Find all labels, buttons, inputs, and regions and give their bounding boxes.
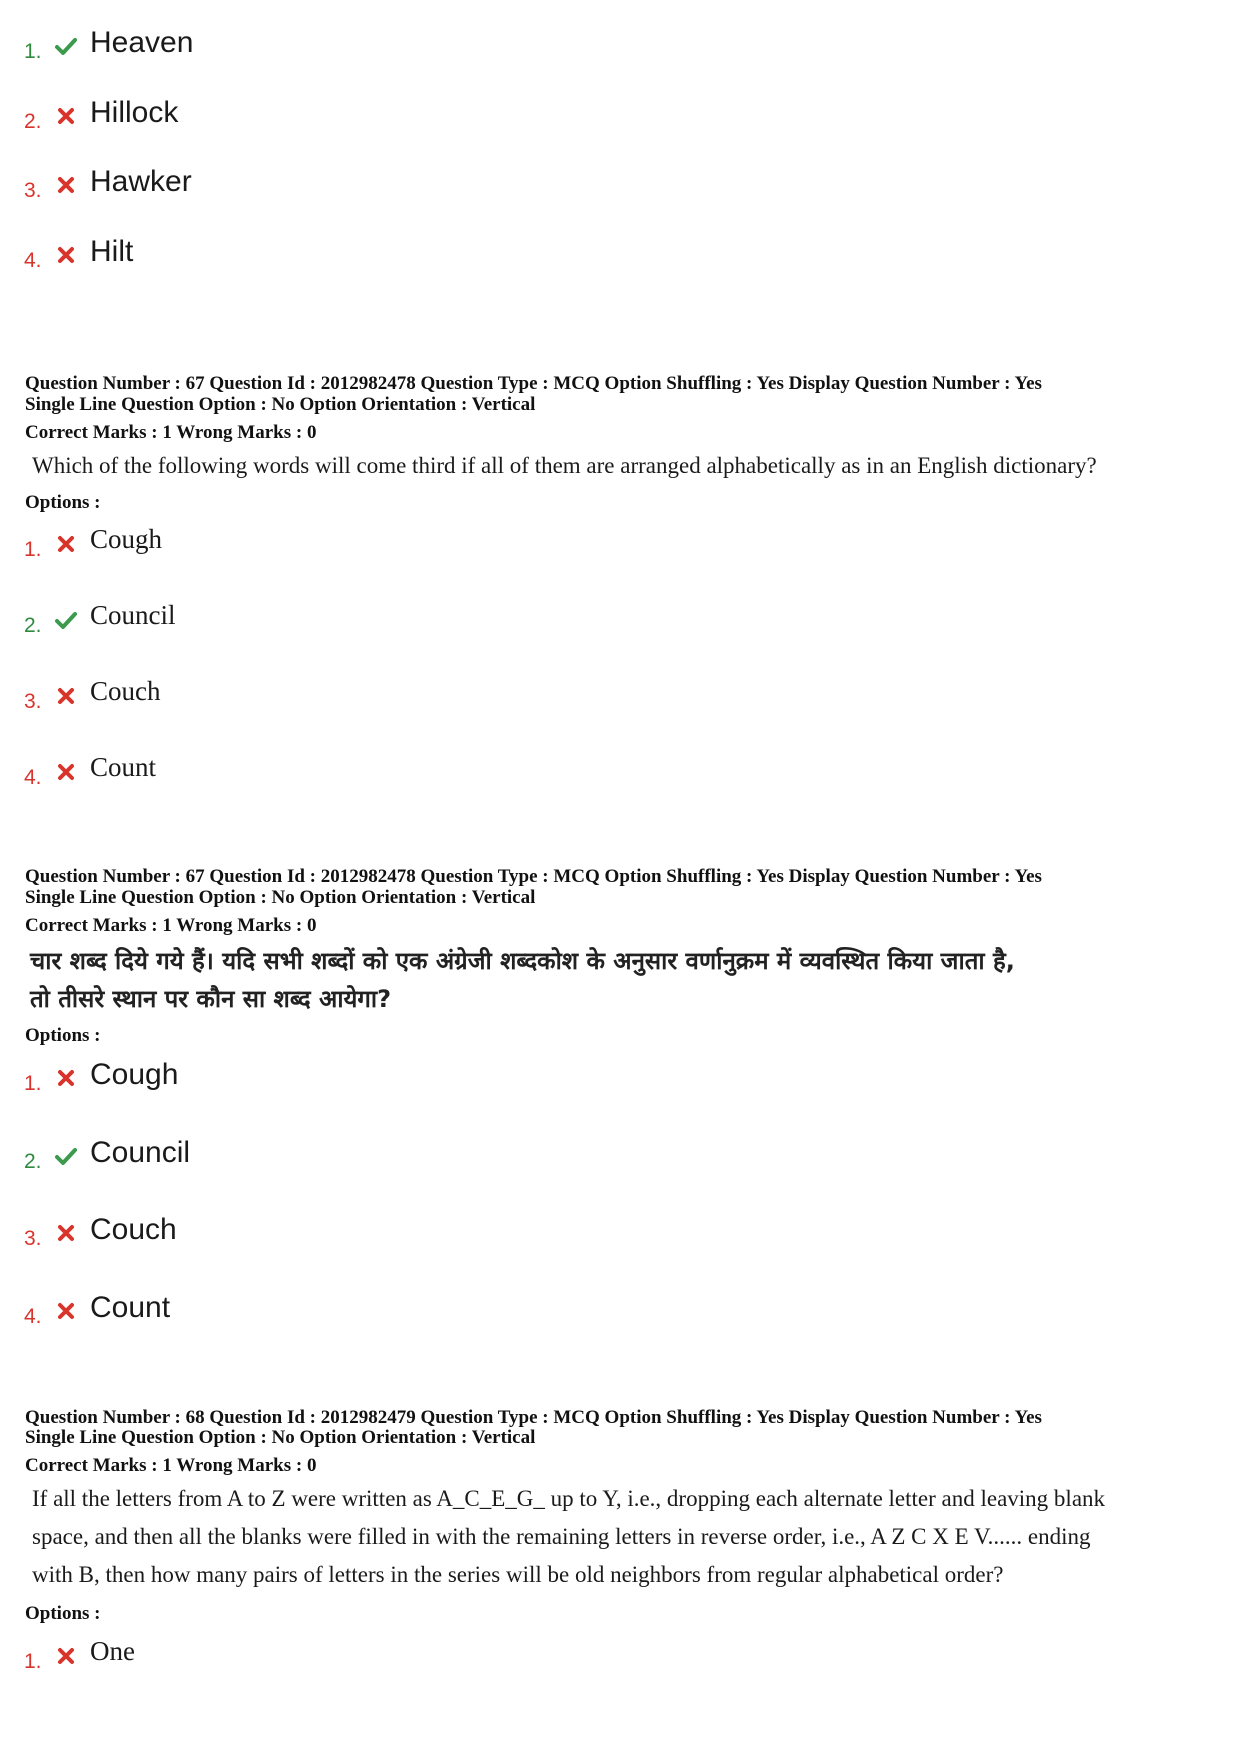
options-label: Options : bbox=[25, 1025, 101, 1046]
question-text-hindi-line2: तो तीसरे स्थान पर कौन सा शब्द आयेगा? bbox=[30, 985, 392, 1013]
option-text: Hilt bbox=[90, 235, 134, 268]
question-text: Which of the following words will come third if all of them are arranged alphabetically as in an English dictionary? bbox=[32, 453, 1097, 478]
option-text: Couch bbox=[90, 1213, 177, 1246]
option-text: Cough bbox=[90, 1058, 179, 1091]
question-meta-line2: Single Line Question Option : No Option Orientation : Vertical bbox=[25, 887, 536, 908]
cross-icon bbox=[54, 173, 78, 197]
options-label: Options : bbox=[25, 1603, 101, 1624]
option-text: Cough bbox=[90, 524, 163, 554]
option-number: 4. bbox=[24, 249, 42, 272]
options-label: Options : bbox=[25, 492, 101, 513]
option-text: Council bbox=[90, 600, 176, 630]
option-number: 2. bbox=[24, 110, 42, 133]
option-number: 3. bbox=[24, 179, 42, 202]
question-text-line2: space, and then all the blanks were filled in with the remaining letters in reverse order, i.e., A Z C X E V...... ending bbox=[32, 1524, 1091, 1549]
question-text-hindi-line1: चार शब्द दिये गये हैं। यदि सभी शब्दों को एक अंग्रेजी शब्दकोश के अनुसार वर्णानुक्रम में व्यवस्थित किया जाता है, bbox=[30, 947, 1015, 975]
option-number: 1. bbox=[24, 1650, 42, 1673]
option-text: Couch bbox=[90, 676, 161, 706]
cross-icon bbox=[54, 684, 78, 708]
cross-icon bbox=[54, 1221, 78, 1245]
cross-icon bbox=[54, 243, 78, 267]
question-meta-line2: Single Line Question Option : No Option Orientation : Vertical bbox=[25, 394, 536, 415]
question-meta-line1: Question Number : 67 Question Id : 2012982478 Question Type : MCQ Option Shuffling : Yes Display Question Number : Yes bbox=[25, 373, 1042, 394]
option-text: Count bbox=[90, 752, 157, 782]
option-number: 4. bbox=[24, 1305, 42, 1328]
cross-icon bbox=[54, 1644, 78, 1668]
option-text: Heaven bbox=[90, 26, 194, 59]
check-icon bbox=[54, 608, 78, 632]
question-meta-line1: Question Number : 67 Question Id : 2012982478 Question Type : MCQ Option Shuffling : Yes Display Question Number : Yes bbox=[25, 866, 1042, 887]
check-icon bbox=[54, 1144, 78, 1168]
option-text: Hillock bbox=[90, 96, 179, 129]
option-number: 4. bbox=[24, 766, 42, 789]
option-number: 2. bbox=[24, 1150, 42, 1173]
cross-icon bbox=[54, 532, 78, 556]
question-meta-line1: Question Number : 68 Question Id : 2012982479 Question Type : MCQ Option Shuffling : Yes Display Question Number : Yes bbox=[25, 1407, 1042, 1428]
option-number: 1. bbox=[24, 1072, 42, 1095]
cross-icon bbox=[54, 1299, 78, 1323]
option-number: 3. bbox=[24, 690, 42, 713]
question-marks: Correct Marks : 1 Wrong Marks : 0 bbox=[25, 915, 317, 936]
question-text-line3: with B, then how many pairs of letters in the series will be old neighbors from regular alphabetical order? bbox=[32, 1562, 1004, 1587]
cross-icon bbox=[54, 760, 78, 784]
option-text: Count bbox=[90, 1291, 171, 1324]
option-number: 2. bbox=[24, 614, 42, 637]
option-text: Hawker bbox=[90, 165, 192, 198]
option-number: 1. bbox=[24, 40, 42, 63]
cross-icon bbox=[54, 104, 78, 128]
question-text-line1: If all the letters from A to Z were written as A_C_E_G_ up to Y, i.e., dropping each alternate letter and leaving blank bbox=[32, 1486, 1106, 1511]
option-text: Council bbox=[90, 1136, 191, 1169]
question-meta-line2: Single Line Question Option : No Option Orientation : Vertical bbox=[25, 1427, 536, 1448]
question-marks: Correct Marks : 1 Wrong Marks : 0 bbox=[25, 1455, 317, 1476]
check-icon bbox=[54, 34, 78, 58]
question-marks: Correct Marks : 1 Wrong Marks : 0 bbox=[25, 422, 317, 443]
cross-icon bbox=[54, 1066, 78, 1090]
option-text: One bbox=[90, 1636, 135, 1666]
option-number: 3. bbox=[24, 1227, 42, 1250]
option-number: 1. bbox=[24, 538, 42, 561]
